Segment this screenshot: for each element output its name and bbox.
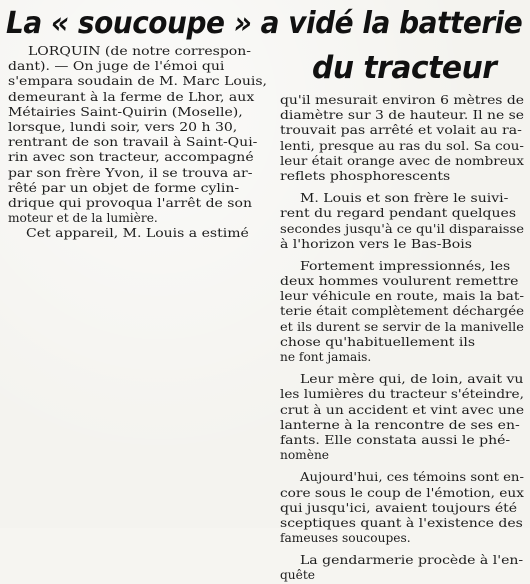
text-line: fameuses soucoupes.	[280, 531, 411, 546]
text-line: crut à un accident et vint avec une	[280, 402, 525, 417]
text-line: diamètre sur 3 de hauteur. Il ne se	[280, 108, 524, 123]
text-line: LORQUIN (de notre correspon-	[28, 44, 251, 58]
text-line: dant). — On juge de l'émoi qui	[8, 59, 225, 74]
text-line: rêté par un objet de forme cylin-	[8, 180, 240, 195]
text-line: La gendarmerie procède à l'en-	[300, 553, 524, 568]
text-line: lorsque, lundi soir, vers 20 h 30,	[8, 119, 238, 134]
text-line: Aujourd'hui, ces témoins sont en-	[300, 470, 524, 485]
text-line: les lumières du tracteur s'éteindre,	[280, 387, 524, 402]
text-line: rent du regard pendant quelques	[280, 206, 517, 221]
right-column	[280, 93, 528, 584]
text-line: chose qu'habituellement ils	[280, 334, 476, 349]
text-line: M. Louis et son frère le suivi-	[300, 191, 509, 206]
text-line: nomène	[280, 448, 330, 463]
text-line: drique qui provoqua l'arrêt de son	[8, 195, 252, 210]
text-line: sceptiques quant à l'existence des	[280, 515, 523, 530]
text-line: deux hommes voulurent remettre	[280, 274, 519, 289]
text-line: rin avec son tracteur, accompagné	[8, 150, 254, 165]
text-line: moteur et de la lumière.	[8, 211, 158, 226]
text-line: core sous le coup de l'émotion, eux	[280, 485, 524, 500]
paragraph-1	[280, 93, 528, 184]
paragraph-6	[280, 553, 528, 583]
text-line: et ils durent se servir de la manivelle	[280, 319, 524, 334]
text-line: Leur mère qui, de loin, avait vu	[300, 372, 524, 387]
text-line: qu'il mesurait environ 6 mètres de	[280, 93, 525, 107]
text-line: Fortement impressionnés, les	[300, 258, 511, 273]
text-line: Cet appareil, M. Louis a estimé	[26, 226, 249, 241]
headline-line-2: du tracteur	[312, 50, 497, 86]
text-line: demeurant à la ferme de Lhor, aux	[8, 89, 255, 104]
text-line: secondes jusqu'à ce qu'il disparaisse	[280, 221, 524, 236]
text-line: quête	[280, 568, 315, 583]
paragraph-5	[280, 470, 528, 546]
text-line: reflets phosphorescents	[280, 168, 451, 183]
text-line: rentrant de son travail à Saint-Qui-	[8, 135, 258, 150]
text-line: leur véhicule en route, mais la bat-	[280, 289, 525, 304]
text-line: s'empara soudain de M. Marc Louis,	[8, 74, 268, 89]
text-line: leur était orange avec de nombreux	[280, 153, 524, 168]
paragraph-4	[280, 372, 528, 463]
text-line: lanterne à la rencontre de ses en-	[280, 417, 520, 432]
left-column	[8, 44, 274, 241]
text-line: ne font jamais.	[280, 350, 372, 364]
text-line: Métairies Saint-Quirin (Moselle),	[8, 104, 243, 119]
text-line: lenti, presque au ras du sol. Sa cou-	[280, 138, 524, 153]
text-line: trouvait pas arrêté et volait au ra-	[280, 123, 522, 138]
text-line: par son frère Yvon, il se trouva ar-	[8, 165, 253, 180]
paragraph-2	[280, 191, 528, 252]
text-line: fants. Elle constata aussi le phé-	[280, 432, 511, 447]
text-line: terie était complètement déchargée	[280, 304, 525, 319]
text-line: qui jusqu'ici, avaient toujours été	[280, 500, 518, 515]
headline-line-1: La « soucoupe » a vidé la batterie	[6, 6, 523, 41]
paragraph-3	[280, 259, 528, 365]
text-line: à l'horizon vers le Bas-Bois	[280, 236, 472, 251]
